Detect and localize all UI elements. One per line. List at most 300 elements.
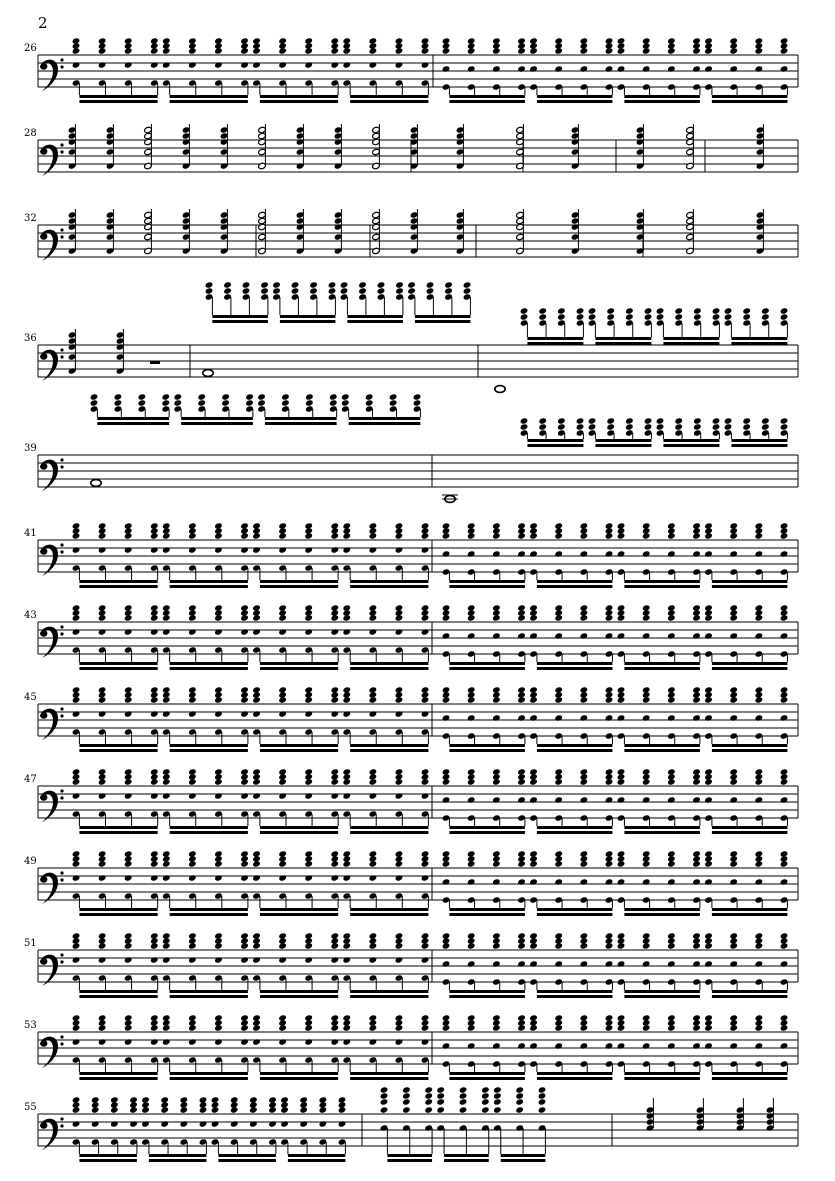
beam [79,826,157,829]
notehead [693,313,702,320]
clef-dot [60,796,63,799]
clef-dot [60,235,63,238]
notehead [467,550,476,557]
beam [449,749,525,752]
beam [260,1072,338,1075]
notehead [780,942,789,949]
notehead [342,956,351,963]
notehead [704,796,713,803]
beam [712,585,788,588]
beam [501,1159,546,1162]
notehead [278,1024,287,1031]
notehead [742,307,751,314]
notehead [576,417,585,424]
notehead [520,313,529,320]
notehead [369,874,378,881]
notehead [617,550,626,557]
beam [350,100,428,103]
beam [712,662,788,665]
notehead [421,532,430,539]
notehead [421,1038,430,1045]
beam [537,908,613,911]
notehead [605,796,614,803]
beam [731,439,787,442]
clef-dot [60,465,63,468]
beam [170,826,248,829]
notehead [667,65,676,72]
notehead [380,1098,389,1105]
bass-clef-icon [40,1037,58,1068]
notehead [605,778,614,785]
notehead [467,878,476,885]
staff-system [24,604,798,670]
notehead [395,860,404,867]
beam [170,749,248,752]
notehead [365,393,374,400]
notehead [517,796,526,803]
notehead [755,860,764,867]
clef-dot [60,1035,63,1038]
notehead [124,860,133,867]
beam [79,1077,157,1080]
notehead [529,714,538,721]
notehead [780,1042,789,1049]
notehead [517,696,526,703]
notehead [124,628,133,635]
notehead [724,307,733,314]
beam [449,826,525,829]
notehead [729,796,738,803]
beam [449,995,525,998]
notehead [588,417,597,424]
notehead [780,796,789,803]
notehead [692,632,701,639]
clef-dot [60,355,63,358]
notehead [272,281,281,288]
notehead [240,628,249,635]
clef-dot [60,550,63,553]
notehead [342,532,351,539]
notehead [517,960,526,967]
notehead [529,65,538,72]
notehead [580,778,589,785]
bass-clef-icon [40,1119,58,1150]
notehead [407,281,416,288]
beam [449,585,525,588]
notehead [704,1042,713,1049]
notehead [330,532,339,539]
measure-number: 26 [24,43,37,54]
notehead [124,47,133,54]
beam [97,417,169,420]
notehead [188,874,197,881]
bass-clef-icon [40,873,58,904]
notehead [278,860,287,867]
notehead [729,942,738,949]
notehead [605,614,614,621]
beam [624,1072,700,1075]
beam [181,417,253,420]
measure-number: 43 [24,610,37,621]
notehead [421,1024,430,1031]
notehead [529,47,538,54]
beam [537,913,613,916]
notehead [98,942,107,949]
notehead [492,1024,501,1031]
notehead [138,393,147,400]
notehead [729,632,738,639]
beam [350,995,428,998]
notehead [642,860,651,867]
notehead [72,546,81,553]
beam [350,95,428,98]
notehead [72,1024,81,1031]
notehead [162,942,171,949]
notehead [667,878,676,885]
notehead [492,714,501,721]
notehead [188,47,197,54]
notehead [242,287,251,294]
notehead [150,874,159,881]
notehead [442,960,451,967]
notehead [342,778,351,785]
notehead [712,313,721,320]
notehead [755,47,764,54]
beam [449,667,525,670]
notehead [467,65,476,72]
notehead [605,65,614,72]
notehead [98,874,107,881]
notehead [291,281,300,288]
notehead [278,696,287,703]
notehead [667,778,676,785]
notehead [692,714,701,721]
beam [79,667,157,670]
notehead [304,874,313,881]
notehead [642,632,651,639]
notehead [72,696,81,703]
notehead [742,313,751,320]
notehead [304,47,313,54]
beam [347,315,403,318]
notehead [729,550,738,557]
notehead [252,778,261,785]
beam [415,315,471,318]
beam [449,1072,525,1075]
notehead [328,287,337,294]
notehead [492,960,501,967]
notehead [252,1038,261,1045]
beam [260,100,338,103]
notehead [605,860,614,867]
notehead [493,1098,502,1105]
notehead [252,792,261,799]
notehead [755,696,764,703]
notehead [644,423,653,430]
notehead [712,417,721,424]
notehead [342,614,351,621]
notehead [395,778,404,785]
notehead [214,792,223,799]
notehead [278,546,287,553]
notehead [704,532,713,539]
notehead [467,47,476,54]
notehead [755,960,764,967]
notehead [369,942,378,949]
beam [624,831,700,834]
notehead [329,399,338,406]
notehead [98,710,107,717]
notehead [605,1042,614,1049]
beam [170,990,248,993]
notehead [625,417,634,424]
clef-dot [60,714,63,717]
beam [449,580,525,583]
notehead [742,417,751,424]
notehead [188,792,197,799]
notehead [252,1024,261,1031]
notehead [395,696,404,703]
beam [350,1072,428,1075]
staff-system [24,686,798,752]
notehead [150,778,159,785]
notehead [395,792,404,799]
clef-dot [60,1124,63,1127]
notehead [529,778,538,785]
beam [79,1072,157,1075]
notehead [517,1024,526,1031]
notehead [692,796,701,803]
notehead [240,874,249,881]
notehead [436,1092,445,1099]
notehead [656,423,665,430]
staff-system [24,209,798,261]
notehead [467,714,476,721]
beam [265,417,337,420]
notehead [436,1106,445,1113]
notehead [230,1106,239,1113]
notehead [617,714,626,721]
notehead [644,307,653,314]
notehead [674,423,683,430]
notehead [529,942,538,949]
notehead [214,546,223,553]
notehead [304,1024,313,1031]
notehead [252,61,261,68]
notehead [704,614,713,621]
notehead [162,792,171,799]
notehead [240,614,249,621]
beam [170,662,248,665]
beam [449,990,525,993]
beam [350,580,428,583]
beam [170,913,248,916]
notehead [617,532,626,539]
notehead [755,942,764,949]
notehead [245,399,254,406]
notehead [724,417,733,424]
notehead [342,874,351,881]
notehead [693,423,702,430]
notehead [724,423,733,430]
beam [260,749,338,752]
notehead [704,65,713,72]
clef-dot [60,58,63,61]
notehead [442,632,451,639]
notehead [389,393,398,400]
notehead [240,1038,249,1045]
notehead [605,696,614,703]
beam [731,342,787,345]
bass-clef-icon [40,545,58,576]
notehead [150,710,159,717]
notehead [395,874,404,881]
beam [79,1159,136,1162]
notehead [240,47,249,54]
notehead [515,1098,524,1105]
notehead [693,417,702,424]
notehead [492,942,501,949]
notehead [330,956,339,963]
notehead [580,1042,589,1049]
notehead [459,1092,468,1099]
notehead [554,696,563,703]
notehead [515,1086,524,1093]
beam [537,744,613,747]
notehead [281,393,290,400]
notehead [150,1024,159,1031]
notehead [150,696,159,703]
notehead [517,942,526,949]
notehead [606,423,615,430]
notehead [240,546,249,553]
notehead [330,1024,339,1031]
notehead [72,61,81,68]
notehead [124,61,133,68]
notehead [369,778,378,785]
notehead [240,942,249,949]
notehead [517,614,526,621]
notehead [780,532,789,539]
beam [595,342,651,345]
notehead [729,878,738,885]
notehead [340,287,349,294]
notehead [538,307,547,314]
notehead [162,47,171,54]
notehead [214,942,223,949]
beam [170,585,248,588]
staff-system [24,932,798,998]
notehead [72,1038,81,1045]
notehead [205,287,214,294]
beam [712,95,788,98]
beam [170,908,248,911]
notehead [214,61,223,68]
beam [537,749,613,752]
notehead [493,1092,502,1099]
notehead [576,313,585,320]
notehead [780,550,789,557]
notehead [98,1038,107,1045]
notehead [260,281,269,288]
notehead [421,778,430,785]
notehead [442,942,451,949]
notehead [162,956,171,963]
notehead [188,710,197,717]
clef-dot [60,1042,63,1045]
notehead [459,1098,468,1105]
notehead [395,710,404,717]
notehead [421,614,430,621]
notehead [605,550,614,557]
notehead [780,1024,789,1031]
notehead [780,878,789,885]
notehead [124,614,133,621]
notehead [492,878,501,885]
notehead [197,393,206,400]
notehead [667,960,676,967]
notehead [260,287,269,294]
notehead [162,61,171,68]
notehead [692,778,701,785]
beam [170,1072,248,1075]
beam [79,995,157,998]
notehead [369,532,378,539]
notehead [162,532,171,539]
notehead [755,878,764,885]
beam [347,320,403,323]
notehead [520,417,529,424]
notehead [98,792,107,799]
notehead [529,1024,538,1031]
beam [712,990,788,993]
beam [350,1077,428,1080]
notehead [780,417,789,424]
beam [387,1159,432,1162]
notehead [538,417,547,424]
notehead [98,546,107,553]
notehead [729,714,738,721]
notehead [188,546,197,553]
beam [624,95,700,98]
notehead [342,61,351,68]
notehead [299,1106,308,1113]
notehead [369,628,378,635]
notehead [554,796,563,803]
clef-dot [60,953,63,956]
beam [449,1077,525,1080]
notehead [761,417,770,424]
notehead [580,696,589,703]
notehead [395,532,404,539]
notehead [554,632,563,639]
notehead [492,532,501,539]
bass-clef-icon [40,230,58,261]
notehead [444,281,453,288]
notehead [481,1092,490,1099]
notehead [330,614,339,621]
notehead [161,399,170,406]
beam [260,1077,338,1080]
notehead [72,860,81,867]
notehead [467,860,476,867]
notehead [674,417,683,424]
notehead [421,874,430,881]
notehead [442,614,451,621]
beam [170,100,248,103]
notehead [98,532,107,539]
notehead [667,860,676,867]
